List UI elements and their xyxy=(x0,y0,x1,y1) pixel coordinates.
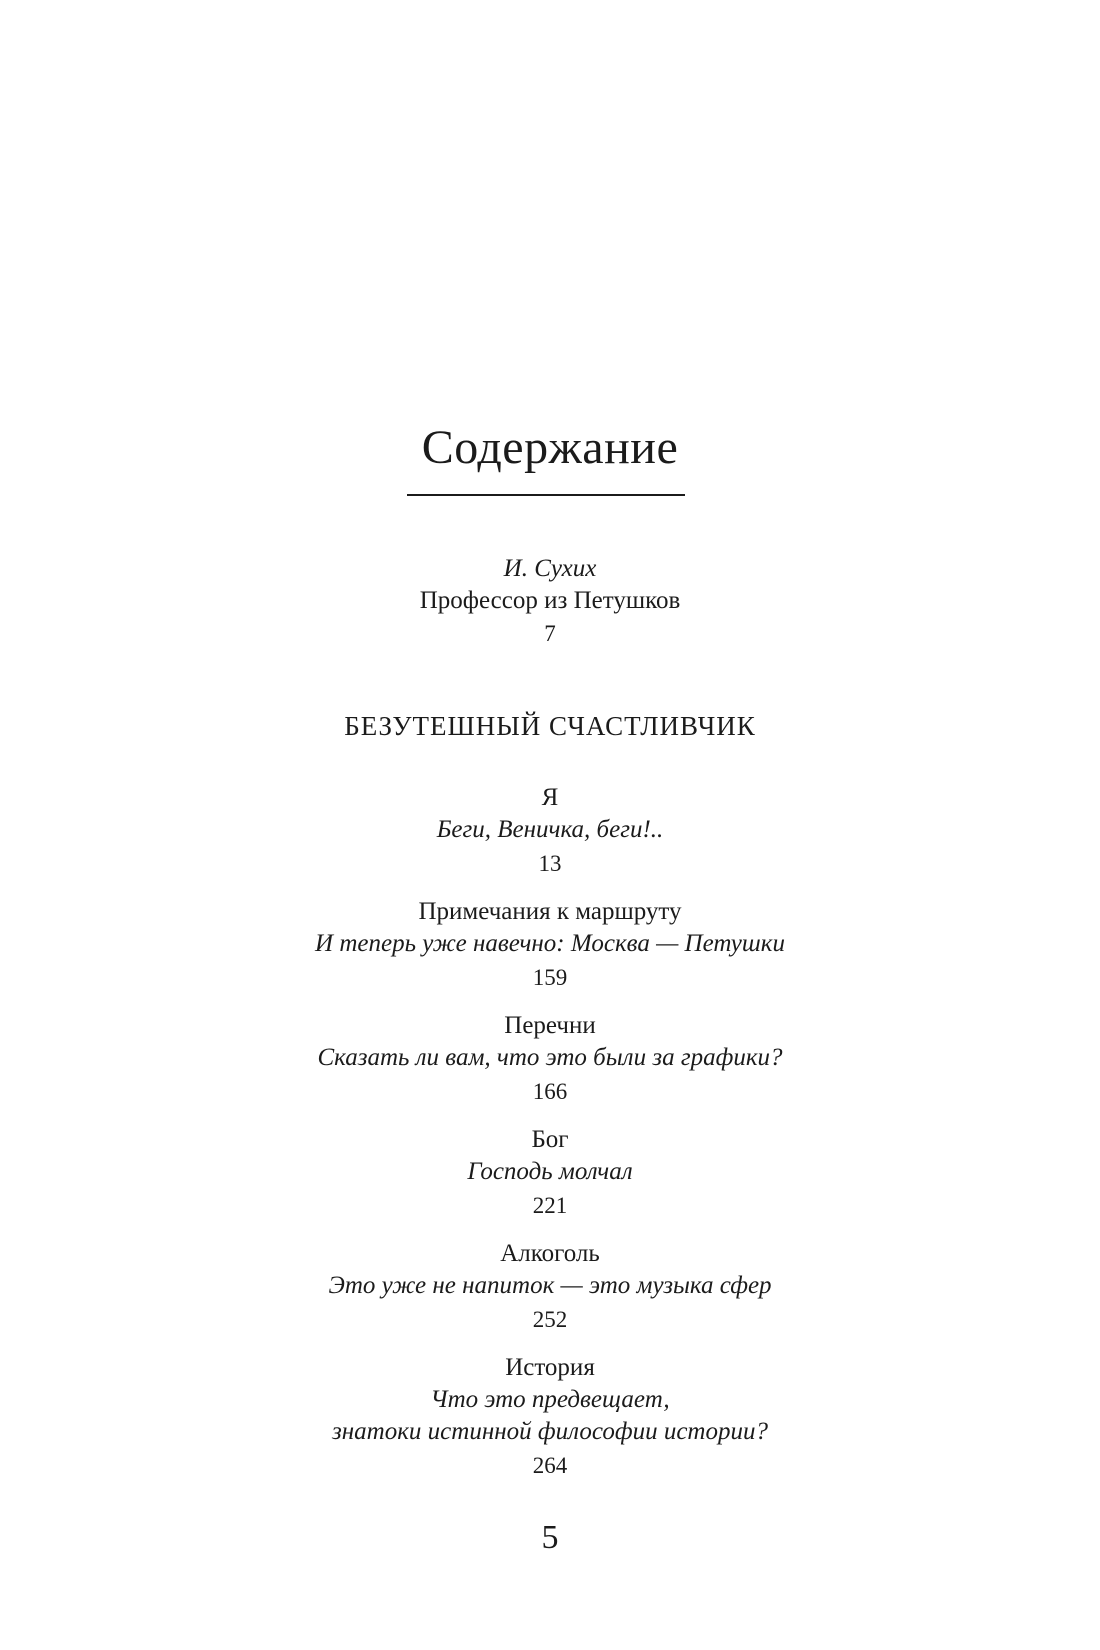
entry-title: Алкоголь xyxy=(500,1240,600,1267)
entry-subtitle-line-2: знатоки истинной философии истории? xyxy=(332,1418,768,1445)
entry-page-number: 166 xyxy=(532,1079,568,1104)
entry-title: Примечания к маршруту xyxy=(418,898,682,925)
page-title: Содержание xyxy=(421,421,679,474)
entry-subtitle: Господь молчал xyxy=(467,1158,633,1185)
section-title: БЕЗУТЕШНЫЙ СЧАСТЛИВЧИК xyxy=(344,711,756,741)
entry-subtitle: Сказать ли вам, что это были за графики? xyxy=(317,1044,783,1071)
entry-title: Я xyxy=(541,784,559,811)
entry-page-number: 252 xyxy=(532,1307,568,1332)
entry-title: История xyxy=(505,1354,595,1381)
entry-title: Перечни xyxy=(504,1012,596,1039)
entry-subtitle: Это уже не напиток — это музыка сфер xyxy=(328,1272,772,1299)
entry-subtitle-line-1: Что это предвещает, xyxy=(430,1386,670,1413)
intro-author: И. Сухих xyxy=(503,555,597,582)
entry-page-number: 13 xyxy=(538,851,562,876)
entry-page-number: 264 xyxy=(532,1453,568,1478)
intro-title: Профессор из Петушков xyxy=(419,587,681,614)
intro-page-number: 7 xyxy=(544,621,556,646)
entry-page-number: 159 xyxy=(532,965,568,990)
entry-subtitle: Беги, Веничка, беги!.. xyxy=(436,816,664,843)
entry-page-number: 221 xyxy=(532,1193,568,1218)
page-folio: 5 xyxy=(541,1519,559,1556)
entry-subtitle: И теперь уже навечно: Москва — Петушки xyxy=(315,930,785,957)
title-underline xyxy=(407,494,685,496)
entry-title: Бог xyxy=(531,1126,569,1153)
